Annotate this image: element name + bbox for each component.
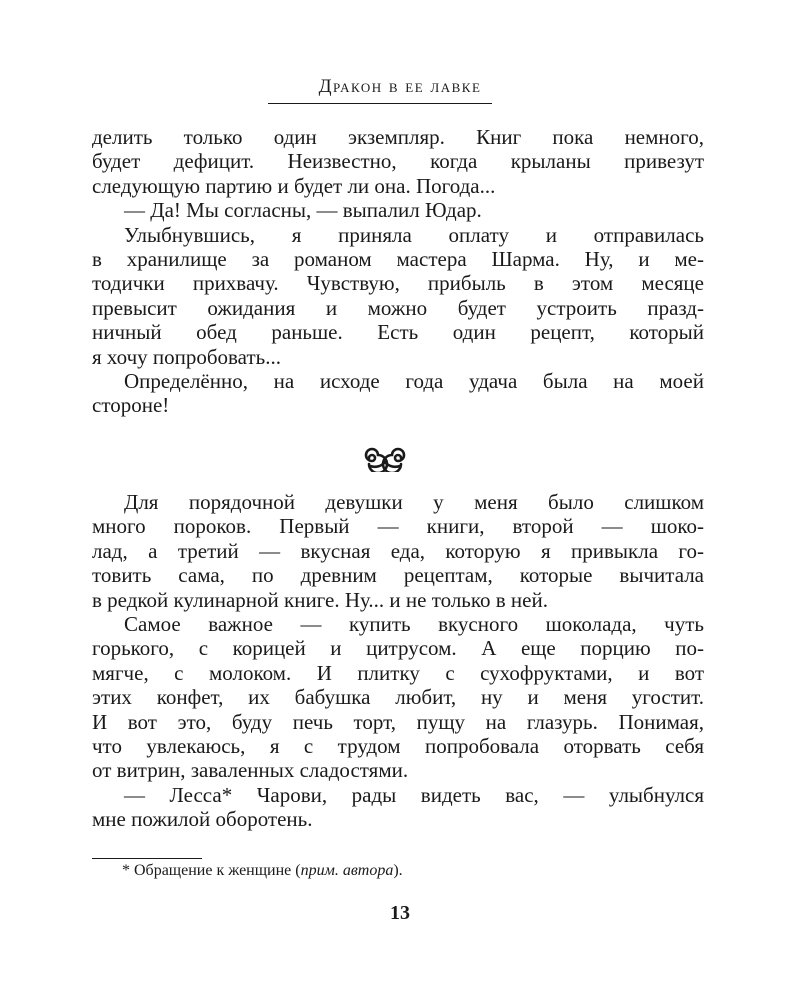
text-line: Для порядочной девушки у меня было слишком (124, 490, 704, 514)
swirl-ornament-icon (358, 444, 412, 472)
text-line: горького, с корицей и цитрусом. А еще порцию по- (92, 636, 704, 661)
footnote-marker: * (122, 862, 130, 879)
text-line: ничный обед раньше. Есть один рецепт, который (92, 320, 704, 345)
text-block-before-break (92, 125, 704, 418)
text-line: — Да! Мы согласны, — выпалил Юдар. (124, 198, 482, 223)
text-line: превысит ожидания и можно будет устроить празд- (92, 295, 704, 320)
footnote-italic: прим. автора (300, 862, 394, 879)
text-line: я хочу попробовать... (92, 344, 281, 369)
text-line: этих конфет, их бабушка любит, ну и меня угостит. (92, 685, 704, 710)
text-line: следующую партию и будет ли она. Погода... (92, 173, 496, 198)
text-line: Улыбнувшись, я приняла оплату и отправилась (124, 222, 704, 247)
text-line: Определённо, на исходе года удача была на моей (124, 368, 704, 393)
text-line: тодички прихвачу. Чувствую, прибыль в этом месяце (92, 271, 704, 296)
footnote (122, 860, 403, 882)
text-block-after-break (92, 490, 704, 831)
text-line: делить только один экземпляр. Книг пока немного, (92, 125, 704, 149)
text-line: в хранилище за романом мастера Шарма. Ну, и ме- (92, 246, 704, 271)
text-line: И вот это, буду печь торт, пущу на глазурь. Понимая, (92, 709, 704, 734)
text-line: мне пожилой оборотень. (92, 807, 313, 832)
footnote-text: Обращение к женщине ( (134, 862, 301, 879)
running-head-rule (268, 103, 492, 104)
page-number: 13 (390, 902, 410, 924)
text-line: что увлекаюсь, я с трудом попробовала оторвать себя (92, 733, 704, 758)
text-line: много пороков. Первый — книги, второй — шоко- (92, 514, 704, 539)
running-head: Дракон в ее лавке (318, 76, 482, 97)
text-line: в редкой кулинарной книге. Ну... и не только в ней. (92, 587, 548, 612)
text-line: будет дефицит. Неизвестно, когда крыланы привезут (92, 149, 704, 174)
footnote-rule (92, 858, 202, 859)
text-line: Самое важное — купить вкусного шоколада, чуть (124, 611, 704, 636)
text-line: — Лесса* Чарови, рады видеть вас, — улыбнулся (124, 782, 704, 807)
text-line: мягче, с молоком. И плитку с сухофруктами, и вот (92, 660, 704, 685)
footnote-closing: ). (393, 862, 403, 879)
text-line: товить сама, по древним рецептам, которые вычитала (92, 563, 704, 588)
text-line: стороне! (92, 393, 170, 418)
text-line: лад, а третий — вкусная еда, которую я привыкла го- (92, 538, 704, 563)
text-line: от витрин, заваленных сладостями. (92, 758, 409, 783)
